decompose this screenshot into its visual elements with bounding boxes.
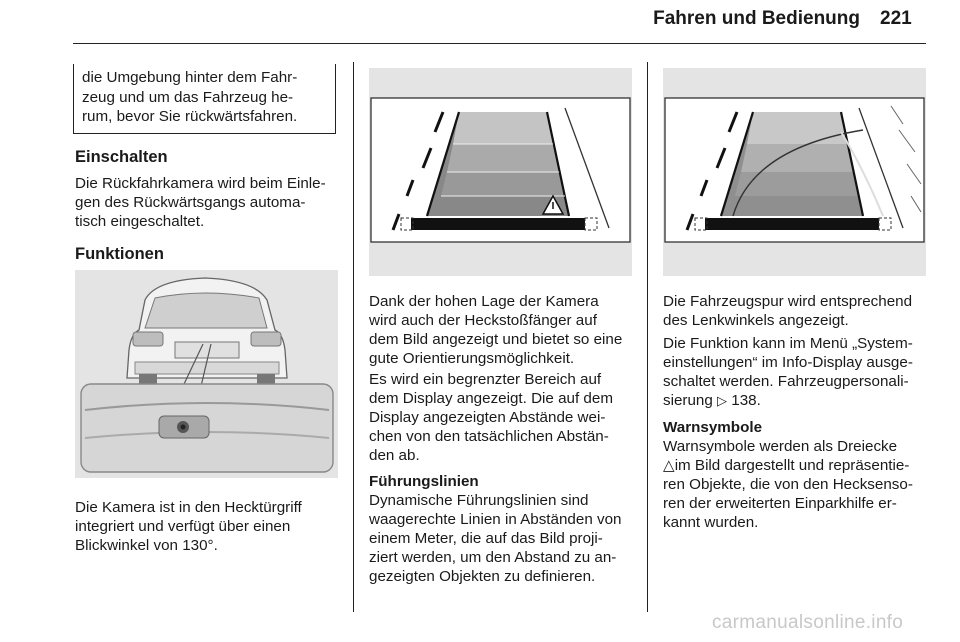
- text-line: Dank der hohen Lage der Kamera: [369, 293, 599, 310]
- text-line: [663, 456, 928, 475]
- column-divider-2: [647, 62, 648, 612]
- paragraph-fahrzeugspur: [663, 292, 928, 330]
- text-line: Display angezeigten Abstände wei-: [369, 409, 606, 426]
- paragraph-fuehrungslinien: [369, 472, 644, 586]
- text-line: einem Meter, die auf das Bild proji-: [369, 530, 603, 547]
- text-line: einstellungen“ im Info-Display ausge-: [663, 354, 913, 371]
- text-line: tisch eingeschaltet.: [75, 213, 205, 230]
- paragraph-camera: [75, 498, 345, 555]
- warning-line: rum, bevor Sie rückwärtsfahren.: [82, 108, 298, 125]
- text-line: Die Fahrzeugspur wird entsprechend: [663, 293, 913, 310]
- text-line: ren Objekte, die von den Hecksenso-: [663, 476, 913, 493]
- page-number: 221: [880, 8, 912, 29]
- text-line: Dynamische Führungslinien sind: [369, 492, 589, 509]
- text-line: wird auch der Heckstoßfänger auf: [369, 312, 597, 329]
- text-line: Es wird ein begrenzter Bereich auf: [369, 371, 602, 388]
- text-line: des Lenkwinkels angezeigt.: [663, 312, 849, 329]
- text-line: ren der erweiterten Einparkhilfe er-: [663, 495, 897, 512]
- heading-einschalten: Einschalten: [75, 148, 168, 166]
- text-line: integriert und verfügt über einen: [75, 518, 291, 535]
- paragraph-einschalten: [75, 174, 345, 231]
- text-line: Warnsymbole werden als Dreiecke: [663, 438, 898, 455]
- text-line: ziert werden, um den Abstand zu an-: [369, 549, 617, 566]
- warning-triangle-icon: △: [663, 457, 675, 474]
- text-line: kannt wurden.: [663, 514, 759, 531]
- heading-fuehrungslinien: Führungslinien: [369, 473, 479, 490]
- text-line: [663, 391, 928, 410]
- text-line: Die Rückfahrkamera wird beim Einle-: [75, 175, 326, 192]
- page-reference-number[interactable]: 138.: [731, 392, 761, 409]
- text-line: gezeigten Objekten zu definieren.: [369, 568, 596, 585]
- text-line: chen von den tatsächlichen Abstän-: [369, 428, 609, 445]
- text-line: gen des Rückwärtsgangs automa-: [75, 194, 306, 211]
- paragraph-warnsymbole: [663, 418, 928, 532]
- page-header-title: Fahren und Bedienung: [653, 8, 860, 29]
- warning-line: zeug und um das Fahrzeug he-: [82, 88, 294, 106]
- rear-camera-display-guidelines: [369, 68, 632, 276]
- text-line: waagerechte Linien in Abständen von: [369, 511, 622, 528]
- column-divider-1: [353, 62, 354, 612]
- text-line: den ab.: [369, 447, 420, 464]
- text-line: dem Display angezeigt. Die auf dem: [369, 390, 613, 407]
- text-fragment: sierung: [663, 392, 718, 409]
- text-line: schaltet werden. Fahrzeugpersonali-: [663, 373, 909, 390]
- text-line: Die Kamera ist in den Hecktürgriff: [75, 499, 302, 516]
- text-line: Blickwinkel von 130°.: [75, 537, 218, 554]
- car-rear-camera-illustration: [75, 270, 338, 478]
- heading-funktionen: Funktionen: [75, 245, 164, 263]
- paragraph-bereich: [369, 370, 644, 465]
- text-line: dem Bild angezeigt und bietet so eine: [369, 331, 623, 348]
- page-reference-arrow-icon: ▷: [717, 393, 728, 408]
- warning-line: die Umgebung hinter dem Fahr-: [82, 69, 298, 86]
- heading-warnsymbole: Warnsymbole: [663, 419, 763, 436]
- paragraph-funktion-menue: [663, 334, 928, 410]
- text-line: gute Orientierungsmöglichkeit.: [369, 350, 575, 367]
- text-fragment: im Bild dargestellt und repräsentie-: [674, 457, 910, 474]
- rear-camera-display-dynamic-lines: [663, 68, 926, 276]
- warning-box: [73, 64, 336, 134]
- text-line: Die Funktion kann im Menü „System-: [663, 335, 913, 352]
- watermark: carmanualsonline.info: [712, 612, 904, 633]
- paragraph-hohe-lage: [369, 292, 644, 368]
- header-rule: [73, 43, 926, 44]
